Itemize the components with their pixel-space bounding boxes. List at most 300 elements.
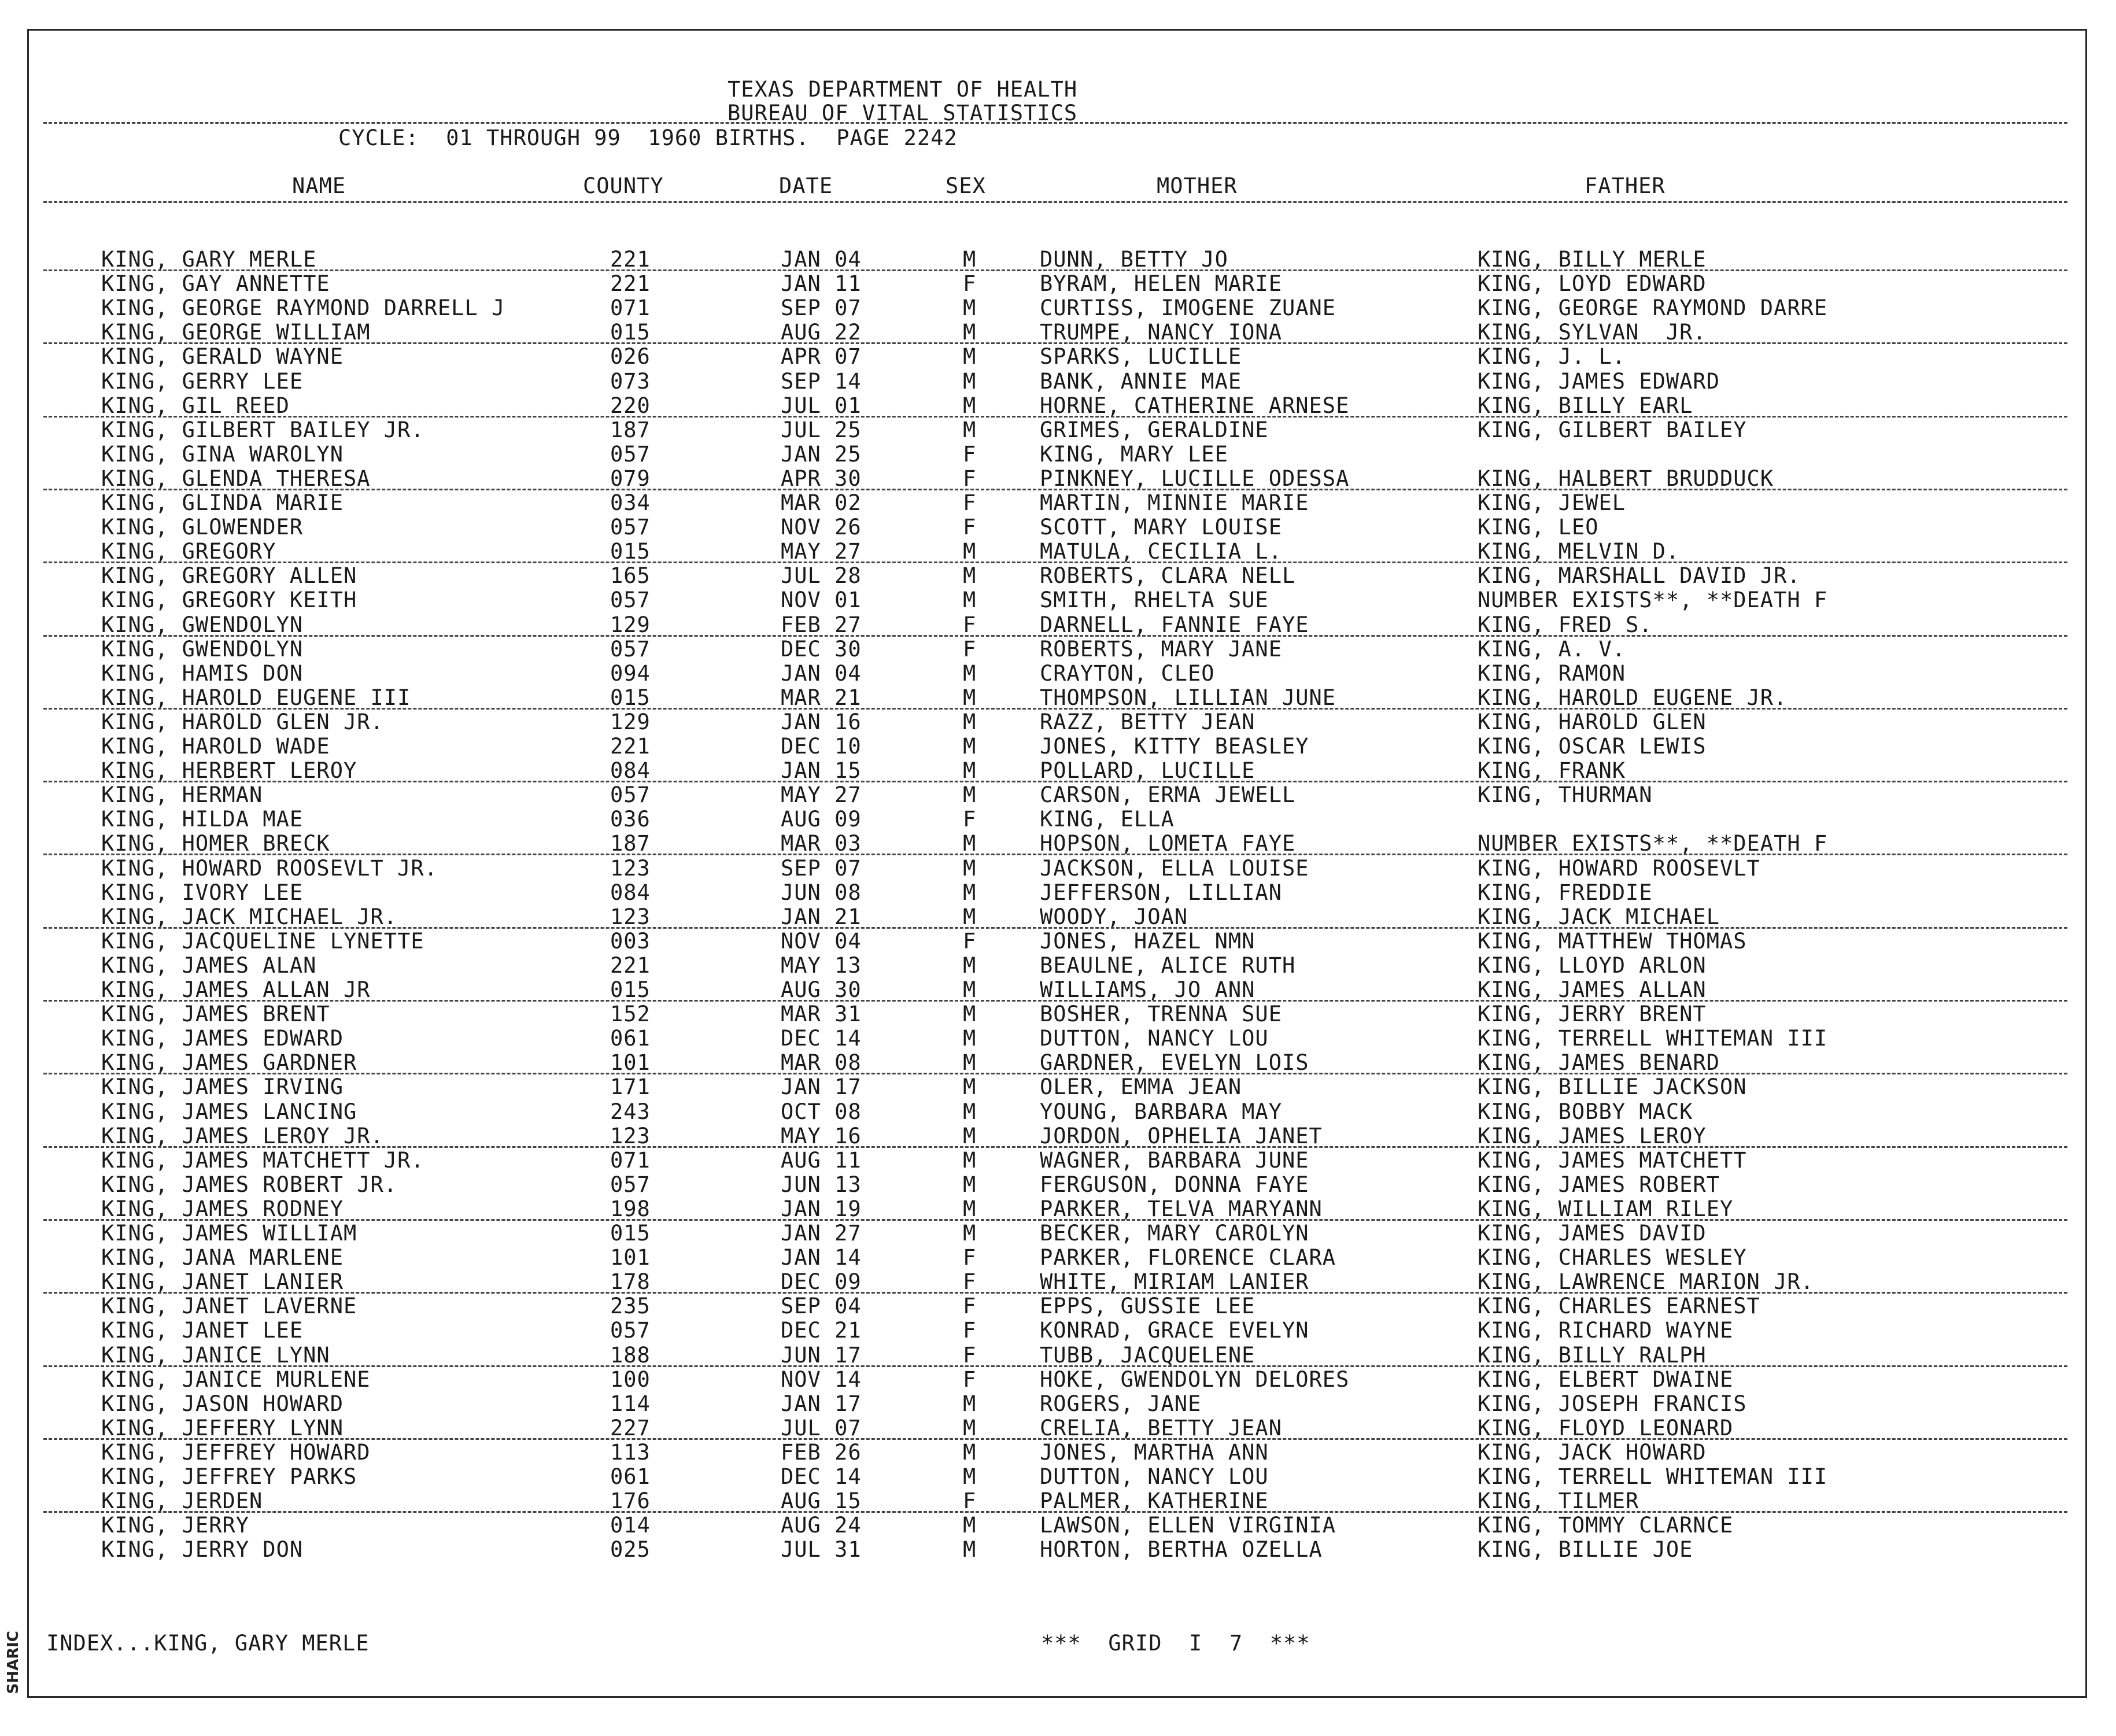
agency-title: TEXAS DEPARTMENT OF HEALTH: [728, 77, 1078, 102]
cell-county: 034: [610, 490, 651, 515]
cell-date: JAN 27: [781, 1221, 862, 1246]
cell-mother: TUBB, JACQUELENE: [1040, 1342, 1255, 1368]
cell-name: KING, JERDEN: [101, 1488, 263, 1514]
cell-name: KING, IVORY LEE: [101, 880, 304, 905]
cell-sex: M: [963, 539, 977, 564]
cell-name: KING, JAMES BRENT: [101, 1002, 330, 1027]
cell-sex: M: [963, 1172, 977, 1197]
cell-date: JUN 08: [781, 880, 862, 905]
cell-father: KING, OSCAR LEWIS: [1478, 734, 1707, 759]
cell-name: KING, GREGORY KEITH: [101, 588, 357, 613]
cell-county: 084: [610, 880, 651, 905]
cell-father: KING, JERRY BRENT: [1478, 1002, 1707, 1027]
cell-father: KING, TOMMY CLARNCE: [1478, 1513, 1734, 1538]
cell-mother: BECKER, MARY CAROLYN: [1040, 1221, 1309, 1246]
column-header-mother: MOTHER: [1157, 173, 1238, 198]
cell-date: MAR 03: [781, 831, 862, 856]
cell-sex: F: [963, 441, 977, 467]
column-header-father: FATHER: [1585, 173, 1666, 198]
table-row: [0, 784, 2116, 808]
cell-sex: M: [963, 782, 977, 808]
cell-sex: M: [963, 685, 977, 710]
cell-date: SEP 14: [781, 368, 862, 394]
cell-county: 221: [610, 952, 651, 978]
cell-name: KING, GREGORY ALLEN: [101, 563, 357, 589]
column-header-divider: [43, 201, 2067, 203]
cell-date: NOV 26: [781, 515, 862, 540]
cell-father: KING, JACK MICHAEL: [1478, 904, 1720, 929]
cell-name: KING, GAY ANNETTE: [101, 271, 330, 297]
cell-sex: F: [963, 490, 977, 515]
cell-date: FEB 27: [781, 612, 862, 637]
cell-mother: LAWSON, ELLEN VIRGINIA: [1040, 1513, 1336, 1538]
table-row: [0, 882, 2116, 906]
cell-mother: DARNELL, FANNIE FAYE: [1040, 612, 1309, 637]
cell-mother: PARKER, FLORENCE CLARA: [1040, 1245, 1336, 1270]
cell-mother: WHITE, MIRIAM LANIER: [1040, 1269, 1309, 1295]
cell-date: JAN 17: [781, 1391, 862, 1416]
cell-father: KING, HALBERT BRUDDUCK: [1478, 466, 1774, 491]
cell-county: 057: [610, 441, 651, 467]
cell-date: AUG 09: [781, 807, 862, 832]
cell-sex: M: [963, 831, 977, 856]
cell-sex: M: [963, 1537, 977, 1563]
cell-name: KING, GEORGE WILLIAM: [101, 320, 371, 345]
cell-county: 198: [610, 1196, 651, 1221]
cell-sex: M: [963, 417, 977, 442]
cell-mother: BYRAM, HELEN MARIE: [1040, 271, 1282, 297]
cell-county: 015: [610, 977, 651, 1002]
cell-county: 129: [610, 709, 651, 734]
cell-county: 015: [610, 1221, 651, 1246]
cell-date: DEC 09: [781, 1269, 862, 1295]
cell-sex: M: [963, 1123, 977, 1148]
cell-date: JAN 16: [781, 709, 862, 734]
cell-name: KING, GLENDA THERESA: [101, 466, 371, 491]
cell-sex: F: [963, 928, 977, 954]
cell-county: 165: [610, 563, 651, 589]
cell-date: MAY 27: [781, 782, 862, 808]
cell-sex: M: [963, 247, 977, 272]
table-row: [0, 711, 2116, 736]
cell-sex: M: [963, 1221, 977, 1246]
cell-county: 243: [610, 1099, 651, 1124]
cell-name: KING, GLOWENDER: [101, 515, 304, 540]
cell-county: 026: [610, 344, 651, 370]
cell-father: KING, BILLY RALPH: [1478, 1342, 1707, 1368]
cell-name: KING, HOWARD ROOSEVLT JR.: [101, 855, 438, 881]
cell-date: JAN 25: [781, 441, 862, 467]
cell-sex: M: [963, 320, 977, 345]
index-line: INDEX...KING, GARY MERLE: [46, 1631, 370, 1656]
cell-county: 084: [610, 758, 651, 784]
cell-date: SEP 04: [781, 1294, 862, 1319]
table-row: [0, 736, 2116, 760]
cell-date: JAN 19: [781, 1196, 862, 1221]
side-label: SHARIC: [5, 1631, 22, 1694]
cell-father: KING, HAROLD EUGENE JR.: [1478, 685, 1788, 710]
cell-county: 071: [610, 1147, 651, 1173]
table-row: [0, 1439, 2116, 1466]
cell-county: 057: [610, 515, 651, 540]
cell-date: JUL 01: [781, 393, 862, 418]
cell-name: KING, JAMES WILLIAM: [101, 1221, 357, 1246]
cell-sex: M: [963, 1074, 977, 1100]
cell-name: KING, GLINDA MARIE: [101, 490, 344, 515]
cell-county: 221: [610, 247, 651, 272]
cell-mother: WILLIAMS, JO ANN: [1040, 977, 1255, 1002]
cell-sex: M: [963, 977, 977, 1002]
cell-county: 114: [610, 1391, 651, 1416]
cell-sex: F: [963, 807, 977, 832]
cell-date: AUG 24: [781, 1513, 862, 1538]
cell-sex: M: [963, 904, 977, 929]
cell-county: 073: [610, 368, 651, 394]
cell-mother: JEFFERSON, LILLIAN: [1040, 880, 1282, 905]
cell-county: 221: [610, 734, 651, 759]
cell-name: KING, HERBERT LEROY: [101, 758, 357, 784]
cell-name: KING, GWENDOLYN: [101, 636, 304, 662]
cell-county: 152: [610, 1002, 651, 1027]
cell-county: 071: [610, 296, 651, 321]
cell-name: KING, JERRY: [101, 1513, 250, 1538]
table-row: [0, 1174, 2116, 1198]
cell-name: KING, HAMIS DON: [101, 660, 304, 686]
cell-father: KING, JAMES BENARD: [1478, 1050, 1720, 1076]
cell-date: DEC 21: [781, 1318, 862, 1343]
cell-county: 221: [610, 271, 651, 297]
cell-mother: CRAYTON, CLEO: [1040, 660, 1215, 686]
grid-line: *** GRID I 7 ***: [1041, 1631, 1310, 1656]
cell-father: KING, FLOYD LEONARD: [1478, 1415, 1734, 1440]
cell-sex: M: [963, 344, 977, 370]
cell-date: APR 30: [781, 466, 862, 491]
cell-mother: POLLARD, LUCILLE: [1040, 758, 1255, 784]
cell-father: KING, BOBBY MACK: [1478, 1099, 1693, 1124]
cell-date: JAN 04: [781, 247, 862, 272]
column-header-county: COUNTY: [583, 173, 664, 198]
cell-sex: M: [963, 1391, 977, 1416]
header-divider: [43, 122, 2067, 124]
cell-mother: HOKE, GWENDOLYN DELORES: [1040, 1366, 1350, 1392]
table-row: [0, 516, 2116, 541]
cell-sex: F: [963, 271, 977, 297]
cell-father: KING, ELBERT DWAINE: [1478, 1366, 1734, 1392]
cell-sex: M: [963, 734, 977, 759]
cell-date: AUG 11: [781, 1147, 862, 1173]
cell-name: KING, GREGORY: [101, 539, 276, 564]
cell-name: KING, JASON HOWARD: [101, 1391, 344, 1416]
table-row: [0, 1076, 2116, 1100]
cell-name: KING, JAMES GARDNER: [101, 1050, 357, 1076]
cell-date: DEC 30: [781, 636, 862, 662]
table-row: [0, 660, 2116, 687]
table-row: [0, 1366, 2116, 1393]
cell-sex: M: [963, 1002, 977, 1027]
cell-father: KING, JOSEPH FRANCIS: [1478, 1391, 1747, 1416]
table-row: [0, 1003, 2116, 1028]
cell-date: OCT 08: [781, 1099, 862, 1124]
cell-date: JUL 28: [781, 563, 862, 589]
table-row: [0, 952, 2116, 979]
cell-name: KING, GIL REED: [101, 393, 290, 418]
table-row: [0, 441, 2116, 468]
cell-date: MAR 21: [781, 685, 862, 710]
cell-mother: DUTTON, NANCY LOU: [1040, 1464, 1269, 1489]
cell-county: 101: [610, 1050, 651, 1076]
cell-name: KING, JAMES ROBERT JR.: [101, 1172, 398, 1197]
cell-father: KING, RAMON: [1478, 660, 1626, 686]
cell-sex: F: [963, 1488, 977, 1514]
cell-mother: JONES, MARTHA ANN: [1040, 1439, 1269, 1465]
cell-father: KING, MARSHALL DAVID JR.: [1478, 563, 1801, 589]
cell-father: KING, JAMES DAVID: [1478, 1221, 1707, 1246]
cell-father: KING, HOWARD ROOSEVLT: [1478, 855, 1760, 881]
cell-county: 101: [610, 1245, 651, 1270]
cell-father: KING, BILLIE JOE: [1478, 1537, 1693, 1563]
cell-county: 015: [610, 539, 651, 564]
cell-mother: ROGERS, JANE: [1040, 1391, 1202, 1416]
cell-name: KING, HOMER BRECK: [101, 831, 330, 856]
cell-father: KING, JACK HOWARD: [1478, 1439, 1707, 1465]
bureau-title: BUREAU OF VITAL STATISTICS: [728, 101, 1078, 125]
column-header-date: DATE: [779, 173, 833, 198]
cell-county: 094: [610, 660, 651, 686]
cell-father: KING, CHARLES EARNEST: [1478, 1294, 1760, 1319]
cell-mother: BOSHER, TRENNA SUE: [1040, 1002, 1282, 1027]
cell-mother: YOUNG, BARBARA MAY: [1040, 1099, 1282, 1124]
cell-date: DEC 14: [781, 1026, 862, 1051]
cell-name: KING, JANET LAVERNE: [101, 1294, 357, 1319]
cell-name: KING, HAROLD GLEN JR.: [101, 709, 384, 734]
cell-mother: EPPS, GUSSIE LEE: [1040, 1294, 1255, 1319]
cell-father: KING, FRED S.: [1478, 612, 1653, 637]
cell-sex: M: [963, 855, 977, 881]
cell-county: 123: [610, 855, 651, 881]
table-row: [0, 1539, 2116, 1563]
cell-sex: M: [963, 1099, 977, 1124]
cell-county: 123: [610, 904, 651, 929]
cell-mother: ROBERTS, MARY JANE: [1040, 636, 1282, 662]
cell-mother: HORTON, BERTHA OZELLA: [1040, 1537, 1323, 1563]
cell-county: 171: [610, 1074, 651, 1100]
cell-date: JUL 31: [781, 1537, 862, 1563]
cell-county: 129: [610, 612, 651, 637]
cell-father: KING, RICHARD WAYNE: [1478, 1318, 1734, 1343]
cell-father: KING, BILLY EARL: [1478, 393, 1693, 418]
cell-mother: JONES, HAZEL NMN: [1040, 928, 1255, 954]
cell-sex: M: [963, 1026, 977, 1051]
cell-sex: M: [963, 758, 977, 784]
cell-date: NOV 14: [781, 1366, 862, 1392]
cell-sex: M: [963, 1147, 977, 1173]
cell-name: KING, HERMAN: [101, 782, 263, 808]
cell-date: MAY 16: [781, 1123, 862, 1148]
cell-father: KING, LAWRENCE MARION JR.: [1478, 1269, 1814, 1295]
cell-county: 015: [610, 320, 651, 345]
cell-father: KING, JAMES LEROY: [1478, 1123, 1707, 1148]
cell-father: NUMBER EXISTS**, **DEATH F: [1478, 588, 1828, 613]
cell-mother: JONES, KITTY BEASLEY: [1040, 734, 1309, 759]
cell-name: KING, JANICE MURLENE: [101, 1366, 371, 1392]
cell-sex: F: [963, 515, 977, 540]
cell-name: KING, GERRY LEE: [101, 368, 304, 394]
cell-mother: TRUMPE, NANCY IONA: [1040, 320, 1282, 345]
cell-mother: HOPSON, LOMETA FAYE: [1040, 831, 1296, 856]
cell-county: 235: [610, 1294, 651, 1319]
cell-sex: F: [963, 1342, 977, 1368]
cell-sex: F: [963, 1366, 977, 1392]
cell-county: 015: [610, 685, 651, 710]
cell-father: KING, J. L.: [1478, 344, 1626, 370]
cell-county: 061: [610, 1026, 651, 1051]
cell-county: 187: [610, 417, 651, 442]
cell-father: KING, FRANK: [1478, 758, 1626, 784]
table-row: [0, 368, 2116, 395]
cell-sex: M: [963, 1513, 977, 1538]
cell-date: NOV 01: [781, 588, 862, 613]
cell-mother: OLER, EMMA JEAN: [1040, 1074, 1242, 1100]
cell-mother: CURTISS, IMOGENE ZUANE: [1040, 296, 1336, 321]
cell-county: 178: [610, 1269, 651, 1295]
cell-father: KING, BILLY MERLE: [1478, 247, 1707, 272]
column-header-sex: SEX: [946, 173, 986, 198]
cell-father: KING, JAMES ROBERT: [1478, 1172, 1720, 1197]
cell-father: KING, LEO: [1478, 515, 1599, 540]
cell-father: KING, GEORGE RAYMOND DARRE: [1478, 296, 1828, 321]
cell-mother: HORNE, CATHERINE ARNESE: [1040, 393, 1350, 418]
cell-sex: F: [963, 1245, 977, 1270]
cell-county: 057: [610, 782, 651, 808]
row-group-divider: [43, 854, 2067, 855]
cell-name: KING, HAROLD WADE: [101, 734, 330, 759]
table-row: [0, 855, 2116, 882]
table-row: [0, 297, 2116, 322]
cell-sex: F: [963, 612, 977, 637]
cell-county: 079: [610, 466, 651, 491]
cell-father: KING, MATTHEW THOMAS: [1478, 928, 1747, 954]
cell-father: KING, TILMER: [1478, 1488, 1639, 1514]
cell-date: FEB 26: [781, 1439, 862, 1465]
cell-mother: BEAULNE, ALICE RUTH: [1040, 952, 1296, 978]
cell-date: AUG 30: [781, 977, 862, 1002]
cell-sex: M: [963, 296, 977, 321]
table-row: [0, 1515, 2116, 1539]
cell-father: KING, TERRELL WHITEMAN III: [1478, 1026, 1828, 1051]
cell-father: KING, SYLVAN JR.: [1478, 320, 1707, 345]
cell-father: KING, HAROLD GLEN: [1478, 709, 1707, 734]
cell-sex: F: [963, 1269, 977, 1295]
cell-name: KING, JANET LANIER: [101, 1269, 344, 1295]
cell-sex: M: [963, 1439, 977, 1465]
cell-county: 220: [610, 393, 651, 418]
table-row: [0, 808, 2116, 833]
cell-date: JAN 11: [781, 271, 862, 297]
cell-father: KING, LOYD EDWARD: [1478, 271, 1707, 297]
cell-name: KING, GILBERT BAILEY JR.: [101, 417, 424, 442]
cell-mother: SPARKS, LUCILLE: [1040, 344, 1242, 370]
cycle-line: CYCLE: 01 THROUGH 99 1960 BIRTHS. PAGE 2242: [338, 125, 958, 150]
cell-county: 057: [610, 1318, 651, 1343]
cell-date: MAR 02: [781, 490, 862, 515]
cell-date: DEC 14: [781, 1464, 862, 1489]
cell-name: KING, HAROLD EUGENE III: [101, 685, 411, 710]
cell-mother: KING, ELLA: [1040, 807, 1175, 832]
cell-father: KING, JAMES MATCHETT: [1478, 1147, 1747, 1173]
cell-name: KING, JAMES IRVING: [101, 1074, 344, 1100]
cell-date: JAN 04: [781, 660, 862, 686]
cell-date: JUN 17: [781, 1342, 862, 1368]
cell-date: JUL 25: [781, 417, 862, 442]
table-row: [0, 1393, 2116, 1417]
cell-name: KING, GERALD WAYNE: [101, 344, 344, 370]
cell-sex: M: [963, 952, 977, 978]
table-row: [0, 565, 2116, 589]
cell-mother: WAGNER, BARBARA JUNE: [1040, 1147, 1309, 1173]
cell-name: KING, JANA MARLENE: [101, 1245, 344, 1270]
cell-name: KING, GINA WAROLYN: [101, 441, 344, 467]
cell-mother: GARDNER, EVELYN LOIS: [1040, 1050, 1309, 1076]
cell-father: KING, TERRELL WHITEMAN III: [1478, 1464, 1828, 1489]
table-row: [0, 1147, 2116, 1174]
cell-county: 188: [610, 1342, 651, 1368]
cell-county: 113: [610, 1439, 651, 1465]
cell-father: KING, CHARLES WESLEY: [1478, 1245, 1747, 1270]
cell-father: KING, BILLIE JACKSON: [1478, 1074, 1747, 1100]
cell-mother: WOODY, JOAN: [1040, 904, 1188, 929]
table-row: [0, 346, 2116, 370]
table-row: [0, 1466, 2116, 1490]
table-row: [0, 638, 2116, 663]
cell-county: 003: [610, 928, 651, 954]
cell-date: JUL 07: [781, 1415, 862, 1440]
cell-mother: KING, MARY LEE: [1040, 441, 1228, 467]
cell-mother: FERGUSON, DONNA FAYE: [1040, 1172, 1309, 1197]
cell-sex: M: [963, 393, 977, 418]
cell-father: KING, THURMAN: [1478, 782, 1653, 808]
cell-county: 123: [610, 1123, 651, 1148]
cell-date: DEC 10: [781, 734, 862, 759]
cell-name: KING, JANET LEE: [101, 1318, 304, 1343]
cell-mother: BANK, ANNIE MAE: [1040, 368, 1242, 394]
table-row: [0, 1028, 2116, 1052]
cell-mother: MARTIN, MINNIE MARIE: [1040, 490, 1309, 515]
cell-mother: SCOTT, MARY LOUISE: [1040, 515, 1282, 540]
cell-mother: MATULA, CECILIA L.: [1040, 539, 1282, 564]
cell-sex: F: [963, 636, 977, 662]
cell-county: 100: [610, 1366, 651, 1392]
cell-name: KING, JAMES LANCING: [101, 1099, 357, 1124]
cell-sex: M: [963, 709, 977, 734]
cell-mother: KONRAD, GRACE EVELYN: [1040, 1318, 1309, 1343]
cell-father: KING, LLOYD ARLON: [1478, 952, 1707, 978]
cell-county: 036: [610, 807, 651, 832]
table-row: [0, 1247, 2116, 1271]
table-row: [0, 930, 2116, 955]
cell-mother: PINKNEY, LUCILLE ODESSA: [1040, 466, 1350, 491]
cell-mother: JACKSON, ELLA LOUISE: [1040, 855, 1309, 881]
cell-date: MAY 27: [781, 539, 862, 564]
cell-sex: M: [963, 1415, 977, 1440]
cell-date: AUG 22: [781, 320, 862, 345]
cell-name: KING, JERRY DON: [101, 1537, 304, 1563]
cell-name: KING, GARY MERLE: [101, 247, 317, 272]
cell-county: 227: [610, 1415, 651, 1440]
cell-date: MAR 08: [781, 1050, 862, 1076]
cell-name: KING, JAMES MATCHETT JR.: [101, 1147, 424, 1173]
cell-mother: DUNN, BETTY JO: [1040, 247, 1228, 272]
cell-father: NUMBER EXISTS**, **DEATH F: [1478, 831, 1828, 856]
